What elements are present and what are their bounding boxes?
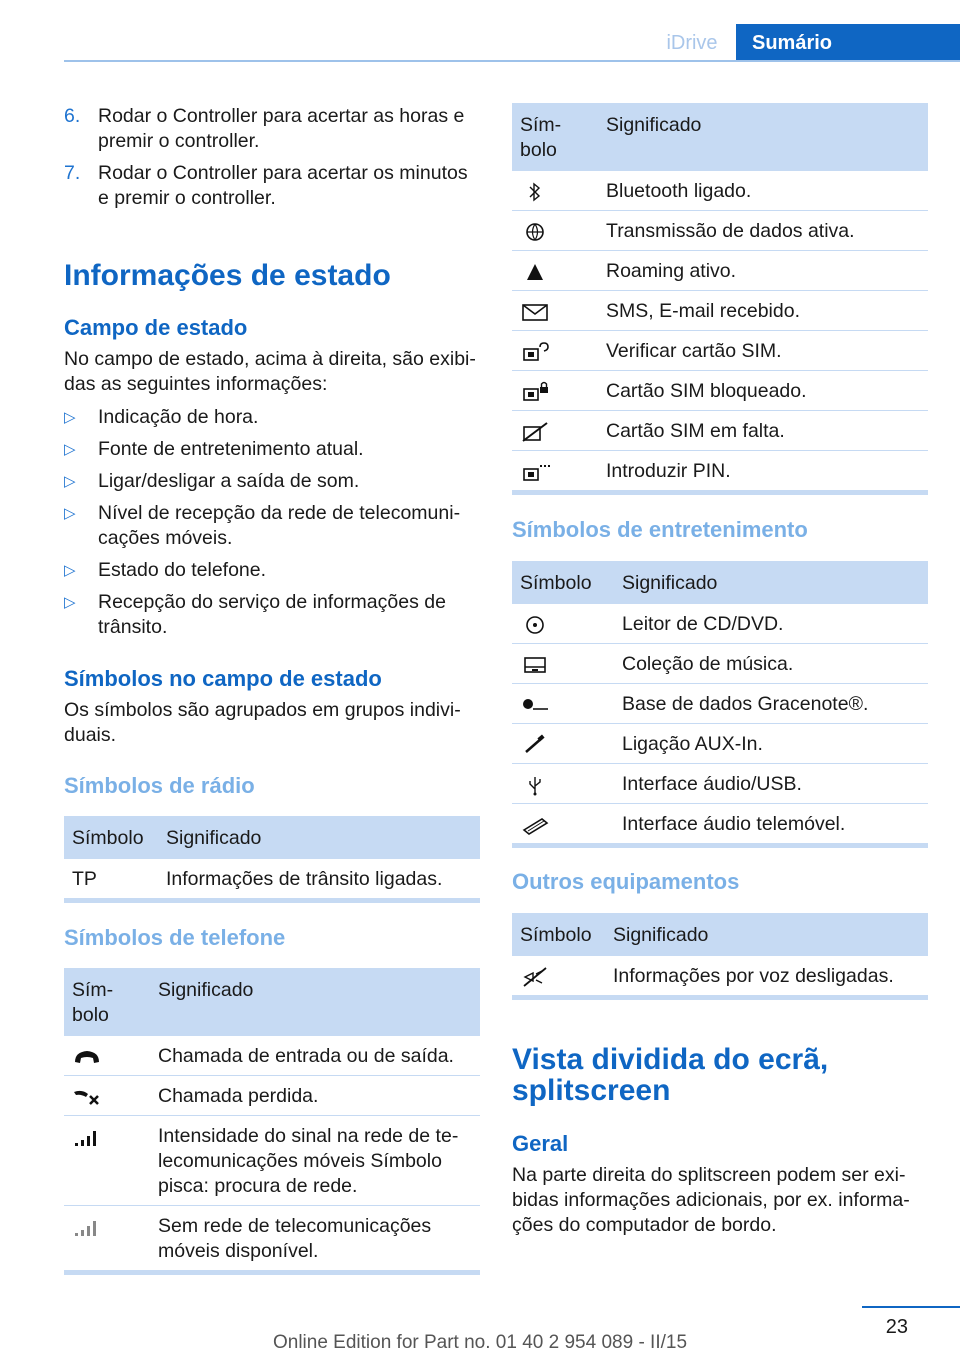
meaning-cell: SMS, E-mail recebido.	[598, 291, 928, 331]
column-header-symbol: Símbolo	[64, 816, 158, 859]
symbols-title: Símbolos no campo de estado	[64, 666, 382, 691]
table-row	[512, 764, 928, 804]
bullet-icon: ▷	[64, 473, 76, 490]
step-number: 6.	[64, 105, 81, 127]
status-field-list	[64, 405, 480, 647]
other-title: Outros equipamentos	[512, 869, 740, 894]
meaning-cell: Chamada perdida.	[150, 1076, 480, 1116]
meaning-cell: Ligação AUX-In.	[614, 724, 928, 764]
radio-title: Símbolos de rádio	[64, 773, 255, 798]
table-row	[512, 451, 928, 491]
meaning-cell: Bluetooth ligado.	[598, 171, 928, 211]
table-row	[512, 211, 928, 251]
table-row	[512, 804, 928, 844]
radio-table	[64, 816, 480, 903]
status-info-title: Informações de estado	[64, 259, 391, 292]
list-item	[64, 558, 480, 583]
step-text: Rodar o Controller para acertar as horas e premir o controller.	[98, 105, 465, 152]
list-item	[64, 405, 480, 430]
meaning-cell: Transmissão de dados ativa.	[598, 211, 928, 251]
signal-strength-icon	[72, 1126, 102, 1148]
phone-handset-icon	[72, 1046, 102, 1068]
bluetooth-icon	[520, 181, 550, 203]
gracenote-icon	[520, 694, 550, 716]
phone-table-continued	[512, 103, 928, 495]
meaning-cell: Roaming ativo.	[598, 251, 928, 291]
page-number: 23	[885, 1316, 908, 1338]
list-item-text: Recepção do serviço de informações de trânsito.	[98, 591, 446, 638]
table-row	[512, 371, 928, 411]
column-header-meaning: Significado	[614, 561, 928, 604]
meaning-cell: Interface áudio/USB.	[614, 764, 928, 804]
meaning-cell: Verificar cartão SIM.	[598, 331, 928, 371]
footer-edition: Online Edition for Part no. 01 40 2 954 089 - II/15	[272, 1332, 688, 1353]
usb-icon	[520, 774, 550, 796]
phone-title: Símbolos de telefone	[64, 925, 286, 950]
table-end-rule	[64, 898, 480, 903]
column-header-symbol: Símbolo	[64, 968, 150, 1036]
table-end-rule	[512, 490, 928, 495]
header-chapter-label[interactable]: Sumário	[736, 24, 960, 62]
entertainment-table	[512, 561, 928, 848]
table-row	[512, 171, 928, 211]
table-row	[64, 1206, 480, 1271]
steps-list	[64, 104, 480, 218]
table-row	[512, 411, 928, 451]
sim-locked-icon	[520, 381, 550, 403]
entertainment-title: Símbolos de entretenimento	[512, 517, 808, 542]
phone-table	[64, 968, 480, 1275]
table-row	[512, 644, 928, 684]
list-item-text: Indicação de hora.	[98, 406, 259, 428]
missed-call-icon	[72, 1086, 102, 1108]
list-item	[64, 501, 480, 551]
aux-plug-icon	[520, 734, 550, 756]
table-row	[512, 604, 928, 644]
meaning-cell: Coleção de música.	[614, 644, 928, 684]
sim-missing-icon	[520, 421, 550, 443]
header-section-label[interactable]: iDrive	[666, 32, 718, 54]
list-item	[64, 469, 480, 494]
table-row	[512, 956, 928, 995]
sim-check-icon	[520, 341, 550, 363]
footer-rule	[862, 1306, 960, 1308]
meaning-cell: Cartão SIM em falta.	[598, 411, 928, 451]
data-transfer-icon	[520, 221, 550, 243]
list-item-text: Ligar/desligar a saída de som.	[98, 470, 360, 492]
column-header-meaning: Significado	[150, 968, 480, 1036]
column-header-symbol: Símbolo	[512, 103, 598, 171]
cd-dvd-icon	[520, 614, 550, 636]
pin-entry-icon	[520, 461, 550, 483]
music-collection-icon	[520, 654, 550, 676]
status-field-text: No campo de estado, acima à direita, são exibidas as seguintes informações:	[64, 348, 476, 395]
meaning-cell: Informações de trânsito ligadas.	[166, 868, 443, 890]
bullet-icon: ▷	[64, 562, 76, 579]
meaning-cell: Informações por voz desligadas.	[613, 965, 894, 987]
other-table	[512, 913, 928, 1000]
header-rule	[64, 60, 960, 62]
table-row	[512, 684, 928, 724]
status-field-title: Campo de estado	[64, 315, 248, 340]
voice-off-icon	[520, 966, 550, 988]
column-header-symbol: Símbolo	[512, 561, 614, 604]
table-row	[64, 859, 480, 898]
meaning-cell: Introduzir PIN.	[606, 460, 731, 482]
meaning-cell: Sem rede de telecomunicações móveis disponível.	[158, 1215, 432, 1262]
list-item	[64, 437, 480, 462]
symbols-text: Os símbolos são agrupados em grupos individuais.	[64, 699, 461, 746]
envelope-icon	[520, 301, 550, 323]
bullet-icon: ▷	[64, 441, 76, 458]
splitscreen-general-title: Geral	[512, 1131, 569, 1156]
step-number: 7.	[64, 162, 81, 184]
column-header-symbol: Símbolo	[512, 913, 605, 956]
step-text: Rodar o Controller para acertar os minutos e premir o controller.	[98, 162, 468, 209]
mobile-audio-icon	[520, 814, 550, 836]
table-row	[512, 724, 928, 764]
table-end-rule	[512, 843, 928, 848]
bullet-icon: ▷	[64, 409, 76, 426]
table-row	[64, 1036, 480, 1076]
table-row	[64, 1076, 480, 1116]
table-row	[64, 1116, 480, 1206]
column-header-meaning: Significado	[598, 103, 928, 171]
roaming-icon	[520, 261, 550, 283]
bullet-icon: ▷	[64, 505, 76, 522]
bullet-icon: ▷	[64, 594, 76, 611]
list-item	[64, 161, 480, 211]
list-item-text: Fonte de entretenimento atual.	[98, 438, 364, 460]
symbol-cell: TP	[72, 868, 97, 890]
meaning-cell: Intensidade do sinal na rede de telecomunicações móveis Símbolo pisca: procura de rede.	[150, 1116, 480, 1206]
table-end-rule	[64, 1270, 480, 1275]
list-item	[64, 590, 480, 640]
column-header-meaning: Significado	[158, 816, 480, 859]
meaning-cell: Cartão SIM bloqueado.	[598, 371, 928, 411]
list-item-text: Estado do telefone.	[98, 559, 267, 581]
splitscreen-general-text: Na parte direita do splitscreen podem ser exibidas informações adicionais, por ex. informações do computador de bordo.	[512, 1164, 910, 1236]
list-item	[64, 104, 480, 154]
table-row	[512, 251, 928, 291]
table-end-rule	[512, 995, 928, 1000]
meaning-cell: Interface áudio telemóvel.	[622, 813, 846, 835]
column-header-meaning: Significado	[605, 913, 928, 956]
meaning-cell: Leitor de CD/DVD.	[614, 604, 928, 644]
list-item-text: Nível de recepção da rede de telecomunicações móveis.	[98, 502, 461, 549]
table-row	[512, 291, 928, 331]
meaning-cell: Base de dados Gracenote®.	[614, 684, 928, 724]
splitscreen-title: Vista dividida do ecrã, splitscreen	[512, 1043, 829, 1107]
table-row	[512, 331, 928, 371]
no-signal-icon	[72, 1216, 102, 1238]
meaning-cell: Chamada de entrada ou de saída.	[150, 1036, 480, 1076]
